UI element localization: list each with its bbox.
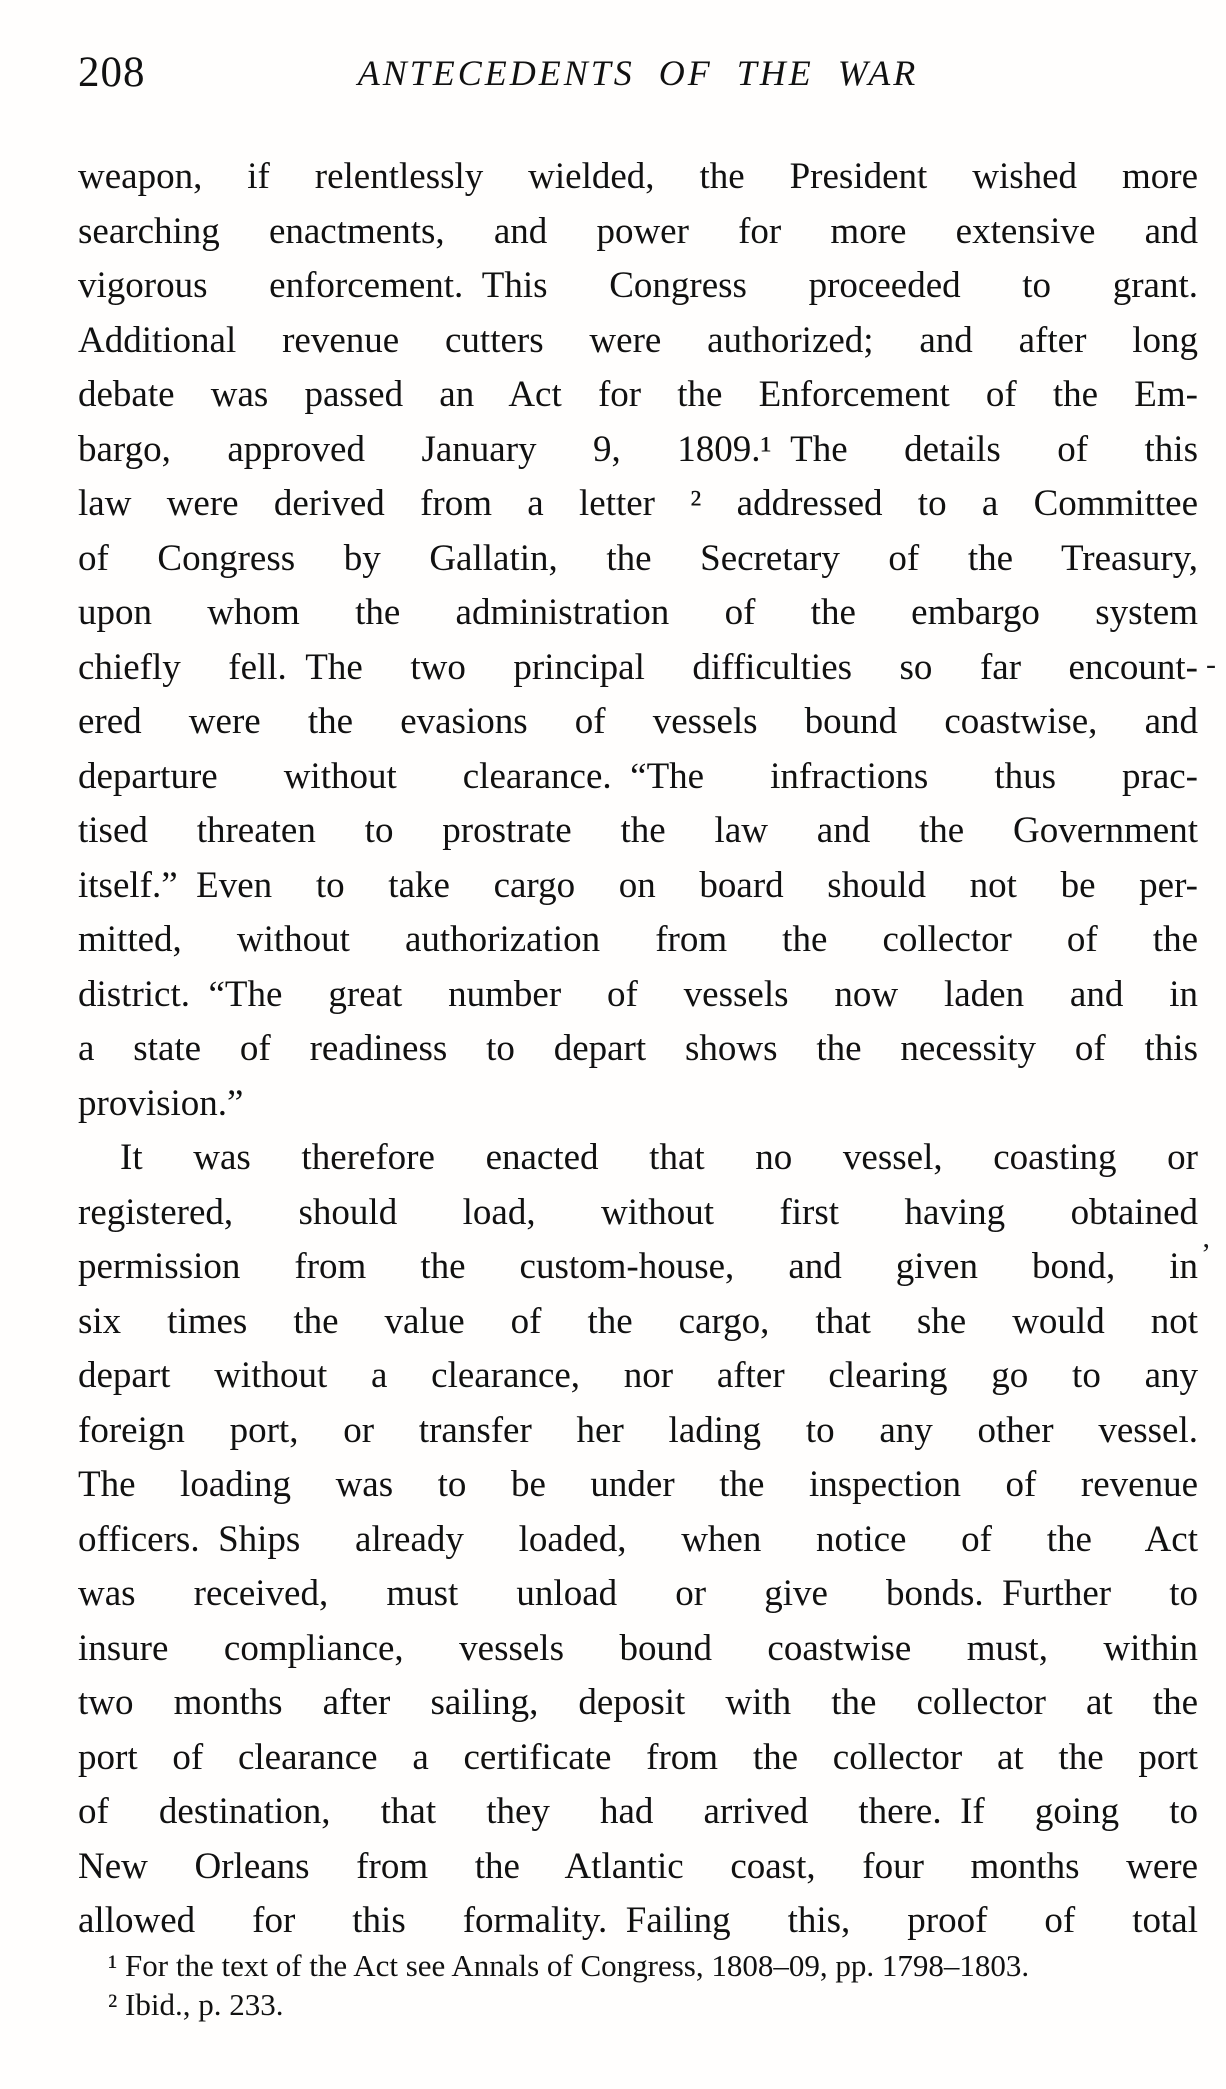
body-line: provision.” <box>78 1082 244 1124</box>
body-line: foreign port, or transfer her lading to any other vessel. <box>78 1409 1198 1451</box>
page-number: 208 <box>78 49 146 96</box>
body-line: chiefly fell. The two principal difficulties so far encount- <box>78 646 1198 688</box>
body-line: port of clearance a certificate from the collector at the port <box>78 1736 1198 1778</box>
body-line: registered, should load, without first having obtained <box>78 1191 1198 1233</box>
body-line: permission from the custom-house, and given bond, in <box>78 1246 1198 1287</box>
body-line: itself.” Even to take cargo on board should not be per- <box>78 864 1198 906</box>
body-line: Additional revenue cutters were authorized; and after long <box>78 319 1198 361</box>
body-line: officers. Ships already loaded, when notice of the Act <box>78 1518 1198 1560</box>
body-line: departure without clearance. “The infractions thus prac- <box>78 755 1198 797</box>
body-line: was received, must unload or give bonds. Further to <box>78 1573 1198 1614</box>
body-line: upon whom the administration of the embargo system <box>78 592 1198 633</box>
body-line: of destination, that they had arrived there. If going to <box>78 1791 1198 1832</box>
body-line: of Congress by Gallatin, the Secretary of the Treasury, <box>78 537 1198 579</box>
paragraph <box>78 1131 1198 1949</box>
running-header: ANTECEDENTS OF THE WAR <box>357 53 919 93</box>
body-line: It was therefore enacted that no vessel, coasting or <box>120 1137 1198 1178</box>
page-body <box>78 150 1198 1949</box>
body-line: ered were the evasions of vessels bound coastwise, and <box>78 701 1198 742</box>
body-line: district. “The great number of vessels now laden and in <box>78 973 1198 1015</box>
footnote: ¹ For the text of the Act see Annals of Congress, 1808–09, pp. 1798–1803. <box>108 1948 1030 1983</box>
body-line: tised threaten to prostrate the law and the Government <box>78 810 1198 851</box>
footnotes <box>78 1946 1198 2024</box>
body-line: searching enactments, and power for more extensive and <box>78 210 1198 252</box>
body-line: a state of readiness to depart shows the necessity of this <box>78 1028 1198 1069</box>
body-line: vigorous enforcement. This Congress proceeded to grant. <box>78 265 1198 306</box>
body-line: mitted, without authorization from the collector of the <box>78 919 1198 960</box>
body-line: law were derived from a letter ² addressed to a Committee <box>78 483 1198 524</box>
body-line: depart without a clearance, nor after clearing go to any <box>78 1355 1198 1396</box>
scan-artifact: ʼ <box>1201 1238 1211 1271</box>
body-line: allowed for this formality. Failing this, proof of total <box>78 1900 1198 1941</box>
body-line: debate was passed an Act for the Enforcement of the Em- <box>78 374 1198 415</box>
paragraph <box>78 150 1198 1131</box>
body-line: insure compliance, vessels bound coastwise must, within <box>78 1627 1198 1669</box>
scan-artifact: - <box>1206 648 1216 681</box>
body-line: bargo, approved January 9, 1809.¹ The details of this <box>78 428 1198 470</box>
body-line: six times the value of the cargo, that she would not <box>78 1300 1198 1342</box>
body-line: two months after sailing, deposit with the collector at the <box>78 1682 1198 1723</box>
body-line: The loading was to be under the inspection of revenue <box>78 1464 1198 1505</box>
body-line: weapon, if relentlessly wielded, the President wished more <box>78 156 1198 197</box>
body-line: New Orleans from the Atlantic coast, four months were <box>78 1845 1198 1887</box>
footnote: ² Ibid., p. 233. <box>108 1987 284 2022</box>
